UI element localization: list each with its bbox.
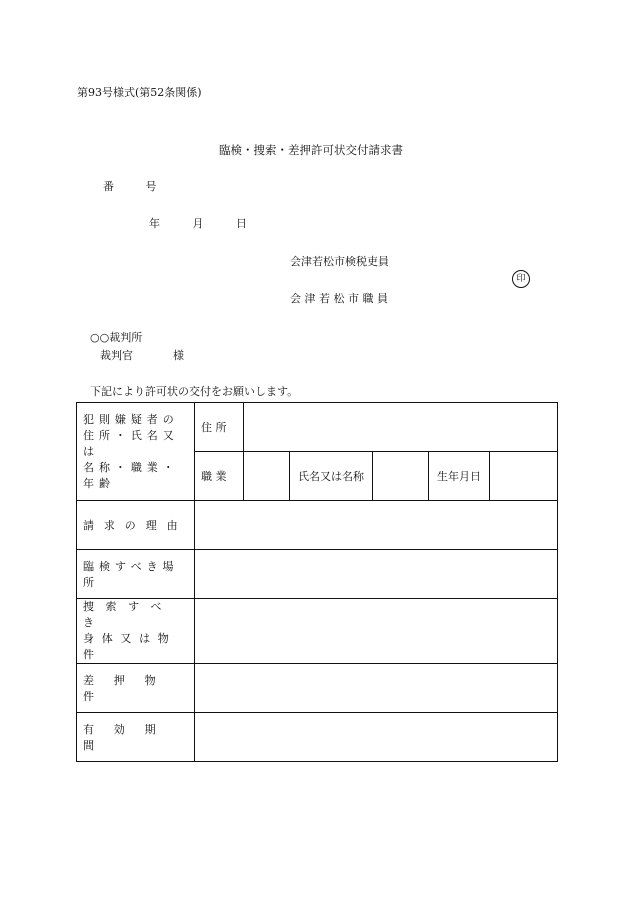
name-label: 氏名又は名称 bbox=[290, 452, 373, 501]
table-row bbox=[77, 501, 558, 550]
reason-label: 請求の理由 bbox=[77, 501, 195, 550]
court-name: ○○裁判所 bbox=[90, 331, 143, 344]
birthdate-label: 生年月日 bbox=[429, 452, 490, 501]
name-field[interactable] bbox=[373, 452, 429, 501]
address-label: 住 所 bbox=[195, 403, 244, 452]
search-target-field[interactable] bbox=[195, 599, 558, 664]
validity-field[interactable] bbox=[195, 713, 558, 762]
requester-tax-officer: 会津若松市検税吏員 bbox=[290, 255, 389, 268]
table-row bbox=[77, 664, 558, 713]
request-intro: 下記により許可状の交付をお願いします。 bbox=[90, 385, 299, 398]
document-title: 臨検・捜索・差押許可状交付請求書 bbox=[219, 143, 403, 157]
birthdate-field[interactable] bbox=[490, 452, 558, 501]
inspection-place-label: 臨検すべき場所 bbox=[77, 550, 195, 599]
reason-field[interactable] bbox=[195, 501, 558, 550]
honorific-label: 様 bbox=[173, 349, 184, 362]
occupation-label: 職 業 bbox=[195, 452, 244, 501]
seizure-label: 差押物件 bbox=[77, 664, 195, 713]
document-number-line bbox=[103, 180, 185, 194]
table-row bbox=[77, 599, 558, 664]
suspect-label: 犯則嫌疑者の 住所・氏名又は 名称・職業・年齢 bbox=[77, 403, 195, 501]
number-suffix: 号 bbox=[145, 180, 157, 193]
table-row bbox=[77, 713, 558, 762]
year-label: 年 bbox=[149, 217, 160, 230]
inspection-place-field[interactable] bbox=[195, 550, 558, 599]
validity-label: 有効期間 bbox=[77, 713, 195, 762]
judge-label: 裁判官 bbox=[100, 349, 133, 362]
seizure-field[interactable] bbox=[195, 664, 558, 713]
table-row bbox=[77, 403, 558, 452]
occupation-field[interactable] bbox=[244, 452, 290, 501]
judge-line bbox=[100, 349, 184, 363]
form-number: 第93号様式(第52条関係) bbox=[77, 86, 202, 99]
day-label: 日 bbox=[236, 217, 247, 230]
search-target-label: 捜索すべき 身体又は物件 bbox=[77, 599, 195, 664]
date-line bbox=[149, 217, 276, 231]
month-label: 月 bbox=[192, 217, 204, 230]
requester-city-staff: 会 津 若 松 市 職 員 bbox=[290, 292, 388, 305]
seal-mark-icon: 印 bbox=[512, 270, 530, 288]
address-field[interactable] bbox=[244, 403, 558, 452]
number-label: 番 bbox=[103, 180, 114, 193]
table-row bbox=[77, 550, 558, 599]
request-table bbox=[76, 402, 558, 762]
